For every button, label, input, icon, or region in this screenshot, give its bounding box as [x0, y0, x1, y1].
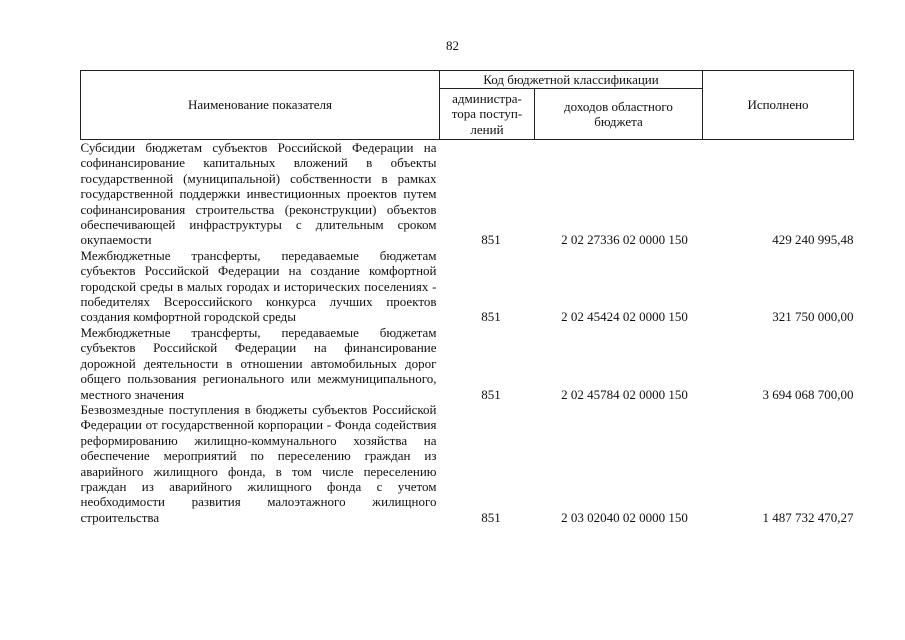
header-executed: Исполнено	[703, 71, 854, 140]
header-revenue-code: доходов областного бюджета	[535, 89, 703, 140]
row-executed-amount: 429 240 995,48	[772, 232, 854, 248]
row-revenue-code: 2 02 27336 02 0000 150	[561, 232, 688, 248]
table-row	[81, 402, 854, 525]
row-admin-code: 851	[481, 386, 501, 402]
row-indicator-name: Субсидии бюджетам субъектов Российской Федерации на софинансирование капитальных вложений в объекты государственной (муниципальной) собственности в рамках государственной поддержки инвестиционных проектов путем софинансирования строительства (реконструкции) объектов обеспечивающей инфраструктуры с длительным сроком окупаемости	[80, 140, 437, 248]
row-revenue-code: 2 03 02040 02 0000 150	[561, 509, 688, 525]
budget-revenue-table	[80, 70, 854, 525]
row-admin-code: 851	[481, 232, 501, 248]
row-indicator-name: Межбюджетные трансферты, передаваемые бюджетам субъектов Российской Федерации на финансирование дорожной деятельности в отношении автомобильных дорог общего пользования регионального или межмуниципального, местного значения	[80, 324, 437, 402]
row-executed-amount: 3 694 068 700,00	[762, 386, 854, 402]
table-body	[81, 140, 854, 526]
row-revenue-code: 2 02 45424 02 0000 150	[561, 309, 688, 325]
row-executed-amount: 321 750 000,00	[772, 309, 854, 325]
row-admin-code: 851	[481, 309, 501, 325]
header-indicator-name: Наименование показателя	[81, 71, 440, 140]
row-revenue-code: 2 02 45784 02 0000 150	[561, 386, 688, 402]
header-administrator: администра-тора поступ-лений	[440, 89, 535, 140]
row-admin-code: 851	[481, 509, 501, 525]
table-row	[81, 325, 854, 402]
table-row	[81, 140, 854, 248]
table-row	[81, 248, 854, 325]
table-header	[81, 71, 854, 140]
row-indicator-name: Межбюджетные трансферты, передаваемые бюджетам субъектов Российской Федерации на создание комфортной городской среды в малых городах и исторических поселениях - победителях Всероссийского конкурса лучших проектов создания комфортной городской среды	[80, 247, 437, 325]
header-classification-code: Код бюджетной классификации	[440, 71, 703, 89]
row-executed-amount: 1 487 732 470,27	[762, 509, 854, 525]
page-number: 82	[446, 38, 459, 53]
row-indicator-name: Безвозмездные поступления в бюджеты субъектов Российской Федерации от государственной корпорации - Фонда содействия реформированию жилищно-коммунального хозяйства на обеспечение мероприятий по переселению граждан из аварийного жилищного фонда, в том числе переселению граждан из аварийного жилищного фонда с учетом необходимости развития малоэтажного жилищного строительства	[80, 401, 437, 525]
